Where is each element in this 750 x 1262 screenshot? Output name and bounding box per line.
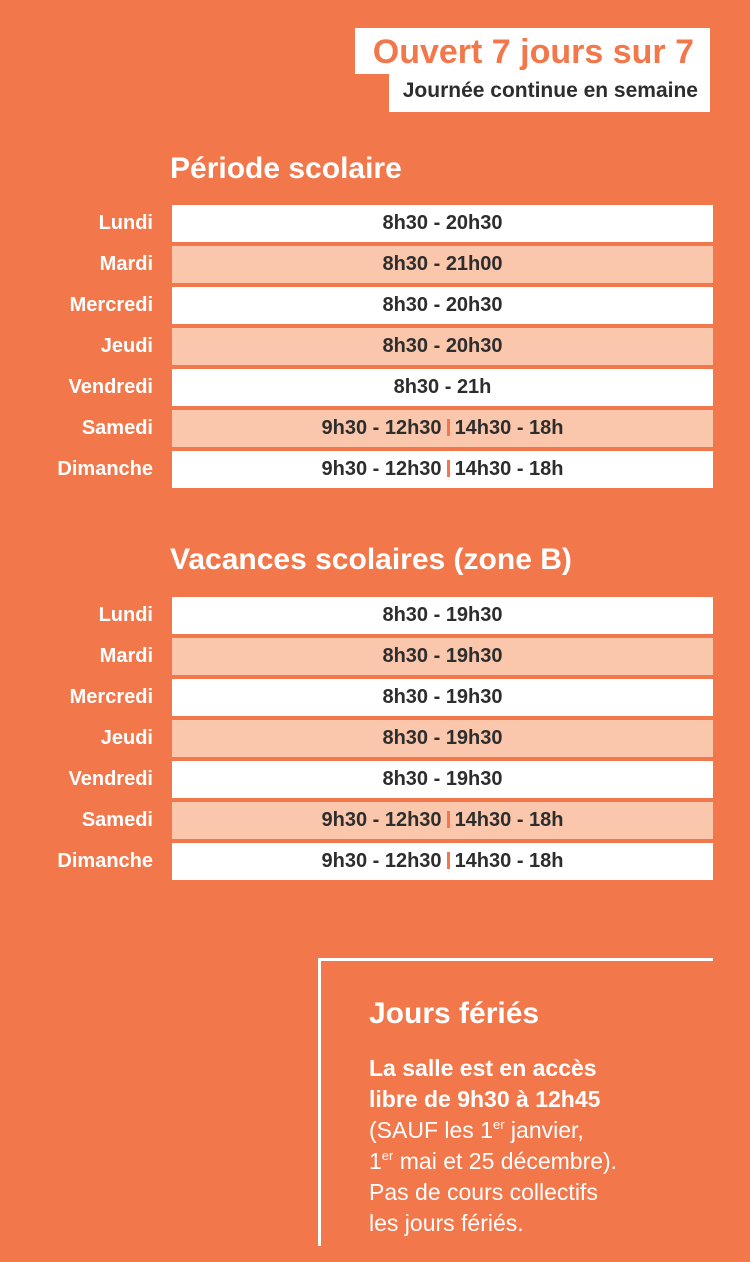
day-label: Mardi [99, 253, 153, 275]
superscript: er [492, 1117, 505, 1132]
hours-cell: 8h30 - 19h30 [172, 720, 713, 757]
holiday-text-fragment: janvier, [504, 1117, 584, 1143]
holiday-line [369, 1148, 617, 1174]
schedule-row [0, 451, 750, 488]
separator-bar [447, 460, 450, 477]
hours-cell: 8h30 - 20h30 [172, 328, 713, 365]
day-label: Mercredi [69, 686, 153, 708]
holiday-line [369, 1117, 584, 1143]
banner-title: Ouvert 7 jours sur 7 [355, 28, 710, 74]
public-holidays-title: Jours fériés [369, 997, 540, 1030]
holiday-line: les jours fériés. [369, 1210, 524, 1236]
hours-afternoon: 14h30 - 18h [454, 850, 564, 872]
schedule-row [0, 720, 750, 757]
holiday-text-fragment: (SAUF les 1 [369, 1117, 493, 1143]
day-label: Jeudi [100, 727, 153, 749]
hours-cell: 8h30 - 21h [172, 369, 713, 406]
schedule-row [0, 287, 750, 324]
holiday-line: La salle est en accès [369, 1055, 597, 1081]
banner-subtitle: Journée continue en semaine [389, 74, 710, 112]
schedule-row [0, 638, 750, 675]
holiday-line: libre de 9h30 à 12h45 [369, 1086, 601, 1112]
day-label: Vendredi [68, 768, 153, 790]
hours-cell: 8h30 - 21h00 [172, 246, 713, 283]
separator-bar [447, 811, 450, 828]
hours-morning: 9h30 - 12h30 [321, 417, 442, 439]
hours-morning: 9h30 - 12h30 [321, 850, 442, 872]
hours-morning: 9h30 - 12h30 [321, 458, 442, 480]
schedule-row [0, 761, 750, 798]
schedule-row [0, 843, 750, 880]
holidays-period-title: Vacances scolaires (zone B) [170, 543, 572, 576]
hours-cell: 8h30 - 19h30 [172, 597, 713, 634]
hours-afternoon: 14h30 - 18h [454, 417, 564, 439]
holiday-text-fragment: 1 [369, 1148, 382, 1174]
holiday-text-fragment: mai et 25 décembre). [393, 1148, 618, 1174]
hours-cell [172, 802, 713, 839]
hours-afternoon: 14h30 - 18h [454, 458, 564, 480]
schedule-row [0, 328, 750, 365]
schedule-row [0, 369, 750, 406]
schedule-row [0, 679, 750, 716]
separator-bar [447, 852, 450, 869]
day-label: Lundi [98, 212, 153, 234]
day-label: Mardi [99, 645, 153, 667]
day-label: Lundi [98, 604, 153, 626]
holidays-period-schedule [0, 597, 750, 884]
hours-cell [172, 410, 713, 447]
holiday-line: Pas de cours collectifs [369, 1179, 598, 1205]
schedule-row [0, 410, 750, 447]
school-period-title: Période scolaire [170, 152, 402, 185]
hours-cell: 8h30 - 19h30 [172, 679, 713, 716]
day-label: Jeudi [100, 335, 153, 357]
school-period-schedule [0, 205, 750, 492]
day-label: Samedi [81, 809, 153, 831]
hours-cell: 8h30 - 19h30 [172, 761, 713, 798]
superscript: er [381, 1148, 394, 1163]
separator-bar [447, 419, 450, 436]
hours-cell [172, 451, 713, 488]
hours-morning: 9h30 - 12h30 [321, 809, 442, 831]
schedule-row [0, 597, 750, 634]
hours-cell: 8h30 - 19h30 [172, 638, 713, 675]
hours-cell: 8h30 - 20h30 [172, 287, 713, 324]
schedule-row [0, 246, 750, 283]
public-holidays-text [369, 1053, 699, 1239]
opening-banner [355, 28, 710, 112]
hours-cell: 8h30 - 20h30 [172, 205, 713, 242]
day-label: Vendredi [68, 376, 153, 398]
public-holidays-box [318, 958, 713, 1246]
hours-cell [172, 843, 713, 880]
hours-afternoon: 14h30 - 18h [454, 809, 564, 831]
day-label: Samedi [81, 417, 153, 439]
day-label: Dimanche [57, 458, 153, 480]
day-label: Dimanche [57, 850, 153, 872]
schedule-row [0, 205, 750, 242]
day-label: Mercredi [69, 294, 153, 316]
schedule-row [0, 802, 750, 839]
